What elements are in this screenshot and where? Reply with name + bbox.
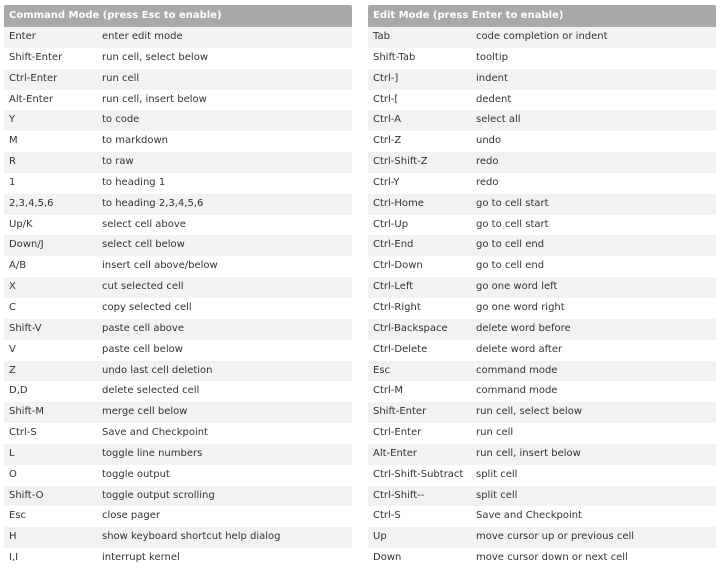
shortcut-key: Alt-Enter	[373, 447, 417, 459]
shortcut-row	[4, 402, 352, 423]
shortcut-description: go one word right	[476, 301, 565, 313]
shortcut-key: O	[9, 468, 17, 480]
shortcut-description: dedent	[476, 93, 512, 105]
shortcut-key: Down	[373, 552, 402, 564]
shortcut-row	[4, 527, 352, 548]
shortcut-description: run cell, insert below	[476, 447, 581, 459]
shortcut-key: Tab	[373, 31, 390, 42]
shortcut-key: Ctrl-Home	[373, 197, 424, 209]
edit-mode-title: Edit Mode (press Enter to enable)	[368, 5, 716, 27]
shortcut-key: Y	[9, 114, 16, 126]
shortcut-key: Up	[373, 531, 387, 543]
shortcut-key: Esc	[373, 364, 391, 376]
shortcut-row	[4, 486, 352, 507]
shortcut-description: go to cell end	[476, 239, 545, 251]
shortcut-row	[368, 465, 716, 486]
command-mode-panel	[4, 5, 352, 569]
shortcut-row	[4, 69, 352, 90]
shortcut-description: go one word left	[476, 281, 558, 293]
shortcut-key: Ctrl-Enter	[9, 72, 58, 84]
shortcut-key: Alt-Enter	[9, 93, 53, 105]
shortcut-description: insert cell above/below	[102, 260, 218, 272]
shortcut-description: paste cell below	[102, 343, 183, 355]
shortcut-key: Ctrl-Y	[373, 176, 400, 188]
shortcut-row	[368, 27, 716, 48]
shortcut-row	[368, 423, 716, 444]
shortcut-row	[4, 444, 352, 465]
shortcut-key: Ctrl-Shift-Z	[373, 156, 428, 168]
shortcut-description: split cell	[476, 489, 518, 501]
shortcut-description: go to cell start	[476, 197, 549, 209]
shortcut-key: Ctrl-Enter	[373, 427, 422, 439]
shortcut-row	[368, 506, 716, 527]
shortcut-row	[368, 235, 716, 256]
shortcut-row	[4, 298, 352, 319]
shortcut-key: I,I	[9, 552, 19, 564]
shortcut-row	[4, 548, 352, 569]
shortcut-description: Save and Checkpoint	[102, 427, 208, 439]
shortcut-key: Ctrl-[	[373, 93, 399, 105]
shortcut-description: to heading 1	[102, 176, 166, 188]
shortcut-row	[368, 48, 716, 69]
shortcut-description: delete word after	[476, 343, 563, 355]
shortcut-row	[4, 110, 352, 131]
shortcut-key: Up/K	[9, 218, 33, 230]
shortcut-description: to code	[102, 114, 140, 126]
shortcut-row	[4, 194, 352, 215]
shortcut-description: enter edit mode	[102, 31, 183, 42]
shortcut-row	[4, 215, 352, 236]
shortcut-key: L	[9, 447, 15, 459]
shortcut-key: V	[9, 343, 16, 355]
shortcut-description: show keyboard shortcut help dialog	[102, 531, 281, 543]
shortcut-key: Shift-O	[9, 489, 44, 501]
shortcut-row	[368, 152, 716, 173]
shortcut-key: Shift-Enter	[9, 51, 63, 63]
command-mode-rows	[4, 27, 352, 569]
shortcut-description: to raw	[102, 156, 134, 168]
shortcut-key: Ctrl-A	[373, 114, 402, 126]
shortcut-description: run cell, insert below	[102, 93, 207, 105]
shortcut-key: D,D	[9, 385, 28, 397]
shortcut-description: split cell	[476, 468, 518, 480]
shortcut-key: Ctrl-]	[373, 72, 399, 84]
shortcut-key: 1	[9, 176, 16, 188]
shortcut-row	[4, 506, 352, 527]
shortcut-description: move cursor down or next cell	[476, 552, 628, 564]
shortcut-description: move cursor up or previous cell	[476, 531, 635, 543]
shortcut-description: paste cell above	[102, 322, 184, 334]
edit-mode-rows	[368, 27, 716, 569]
shortcut-description: redo	[476, 176, 499, 188]
shortcut-key: A/B	[9, 260, 27, 272]
shortcut-row	[4, 152, 352, 173]
shortcut-description: go to cell start	[476, 218, 549, 230]
shortcut-description: to heading 2,3,4,5,6	[102, 197, 204, 209]
shortcut-row	[368, 486, 716, 507]
shortcut-row	[4, 381, 352, 402]
shortcut-row	[368, 194, 716, 215]
shortcut-key: Ctrl-S	[373, 510, 401, 522]
shortcut-key: Ctrl-End	[373, 239, 414, 251]
shortcut-row	[368, 69, 716, 90]
shortcut-key: C	[9, 301, 16, 313]
shortcut-description: select cell above	[102, 218, 186, 230]
shortcut-row	[368, 90, 716, 111]
shortcut-description: cut selected cell	[102, 281, 184, 293]
shortcut-row	[4, 319, 352, 340]
shortcut-key: Enter	[9, 31, 36, 42]
command-mode-title: Command Mode (press Esc to enable)	[4, 5, 352, 27]
shortcut-description: close pager	[102, 510, 161, 522]
shortcut-key: M	[9, 135, 18, 147]
shortcut-row	[4, 256, 352, 277]
shortcut-key: Ctrl-Shift-Subtract	[373, 468, 464, 480]
shortcut-description: to markdown	[102, 135, 168, 147]
shortcut-key: Ctrl-M	[373, 385, 404, 397]
shortcut-row	[4, 173, 352, 194]
shortcut-row	[368, 298, 716, 319]
edit-mode-panel	[368, 5, 716, 569]
shortcut-description: Save and Checkpoint	[476, 510, 582, 522]
shortcut-row	[4, 465, 352, 486]
shortcut-key: Ctrl-Right	[373, 301, 421, 313]
shortcut-description: toggle output scrolling	[102, 489, 215, 501]
shortcut-key: Shift-Tab	[373, 51, 416, 63]
shortcut-description: undo	[476, 135, 502, 147]
shortcut-description: run cell, select below	[476, 406, 582, 418]
shortcut-description: go to cell end	[476, 260, 545, 272]
shortcut-description: delete word before	[476, 322, 571, 334]
shortcut-description: command mode	[476, 364, 558, 376]
shortcut-key: Shift-V	[9, 322, 42, 334]
shortcut-key: Ctrl-S	[9, 427, 37, 439]
shortcut-row	[4, 423, 352, 444]
shortcut-row	[368, 548, 716, 569]
shortcut-description: delete selected cell	[102, 385, 200, 397]
shortcut-description: select cell below	[102, 239, 185, 251]
shortcut-row	[368, 527, 716, 548]
shortcut-row	[4, 48, 352, 69]
shortcut-key: Ctrl-Up	[373, 218, 409, 230]
shortcut-description: code completion or indent	[476, 31, 608, 42]
shortcut-description: select all	[476, 114, 521, 126]
shortcut-row	[368, 215, 716, 236]
shortcut-row	[368, 131, 716, 152]
shortcut-row	[368, 340, 716, 361]
shortcut-key: Ctrl-Z	[373, 135, 402, 147]
shortcut-row	[368, 444, 716, 465]
shortcut-description: copy selected cell	[102, 301, 192, 313]
shortcut-description: command mode	[476, 385, 558, 397]
shortcut-row	[4, 27, 352, 48]
shortcut-key: Ctrl-Backspace	[373, 322, 448, 334]
shortcut-row	[368, 173, 716, 194]
shortcut-row	[368, 381, 716, 402]
shortcut-description: redo	[476, 156, 499, 168]
shortcut-row	[4, 90, 352, 111]
shortcut-description: run cell	[102, 72, 140, 84]
shortcut-description: indent	[476, 72, 508, 84]
shortcut-key: Shift-Enter	[373, 406, 427, 418]
shortcut-row	[368, 402, 716, 423]
shortcut-description: toggle output	[102, 468, 170, 480]
shortcut-description: undo last cell deletion	[102, 364, 213, 376]
shortcut-key: Z	[9, 364, 16, 376]
shortcut-description: toggle line numbers	[102, 447, 203, 459]
shortcut-description: merge cell below	[102, 406, 188, 418]
shortcut-description: run cell	[476, 427, 514, 439]
shortcut-row	[368, 361, 716, 382]
shortcut-row	[368, 110, 716, 131]
shortcut-key: Esc	[9, 510, 27, 522]
shortcut-key: Ctrl-Left	[373, 281, 414, 293]
shortcut-row	[368, 256, 716, 277]
shortcut-row	[4, 277, 352, 298]
shortcut-key: R	[9, 156, 16, 168]
shortcut-key: X	[9, 281, 16, 293]
shortcut-description: tooltip	[476, 51, 508, 63]
shortcut-description: interrupt kernel	[102, 552, 180, 564]
shortcut-key: Ctrl-Down	[373, 260, 423, 272]
shortcut-key: Ctrl-Delete	[373, 343, 428, 355]
shortcut-description: run cell, select below	[102, 51, 208, 63]
shortcut-key: H	[9, 531, 17, 543]
shortcut-row	[4, 235, 352, 256]
shortcut-key: Down/J	[9, 239, 44, 251]
shortcut-row	[4, 361, 352, 382]
shortcut-key: 2,3,4,5,6	[9, 197, 54, 209]
shortcut-row	[368, 319, 716, 340]
shortcut-row	[4, 131, 352, 152]
shortcut-row	[4, 340, 352, 361]
shortcut-key: Shift-M	[9, 406, 44, 418]
shortcut-row	[368, 277, 716, 298]
shortcut-key: Ctrl-Shift--	[373, 489, 425, 501]
